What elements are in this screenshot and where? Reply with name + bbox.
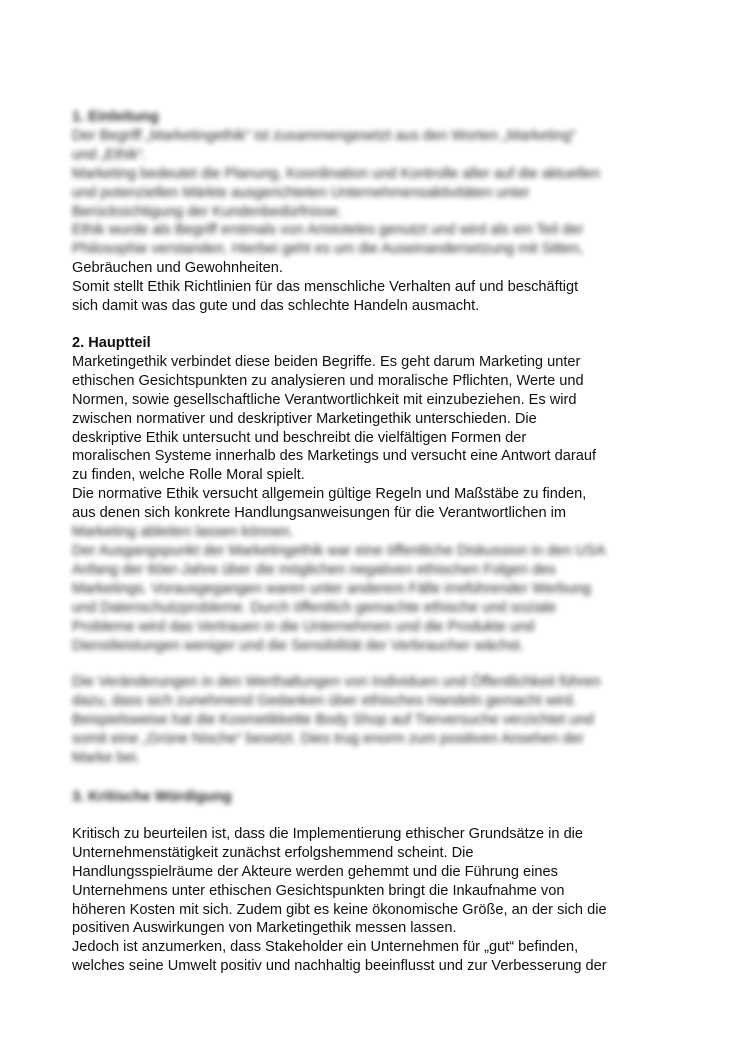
main-blurred-text-a xyxy=(72,523,692,655)
text-line: Philosophie verstanden. Hierbei geht es um die Auseinandersetzung mit Sitten, xyxy=(72,241,584,258)
text-line: Unternehmenstätigkeit zunächst erfolgshemmend scheint. Die xyxy=(72,844,474,861)
main-heading: 2. Hauptteil xyxy=(72,335,151,351)
text-line: ethischen Gesichtspunkten zu analysieren und moralische Pflichten, Werte und xyxy=(72,372,584,389)
main-visible-text xyxy=(72,353,692,523)
text-line: Marke bei. xyxy=(72,750,141,767)
text-line: Die Veränderungen in den Werthaltungen von Individuen und Öffentlichkeit führen xyxy=(72,674,601,691)
section-introduction xyxy=(72,108,692,316)
text-line: positiven Auswirkungen von Marketingethik messen lassen. xyxy=(72,920,457,937)
text-line: Marketings. Vorausgegangen waren unter anderem Fälle irreführender Werbung xyxy=(72,580,591,597)
critique-visible-text xyxy=(72,825,692,976)
text-line: und potenziellen Märkte ausgerichteten Unternehmensaktivitäten unter xyxy=(72,184,530,201)
text-line: Anfang der 60er-Jahre über die möglichen negativen ethischen Folgen des xyxy=(72,561,556,578)
text-line: Ethik wurde als Begriff erstmals von Aristoteles genutzt und wird als ein Teil der xyxy=(72,222,584,239)
text-line: Probleme wird das Vertrauen in die Unternehmen und die Produkte und xyxy=(72,618,535,635)
text-line: Marketing ableiten lassen können. xyxy=(72,524,294,541)
text-line: und „Ethik“. xyxy=(72,146,147,163)
text-line: sich damit was das gute und das schlechte Handeln ausmacht. xyxy=(72,298,480,315)
critique-heading: 3. Kritische Würdigung xyxy=(72,789,232,805)
text-line: Marketingethik verbindet diese beiden Begriffe. Es geht darum Marketing unter xyxy=(72,353,581,370)
text-line: Gebräuchen und Gewohnheiten. xyxy=(72,260,283,277)
text-line: Dienstleistungen weniger und die Sensibilität der Verbraucher wächst. xyxy=(72,637,524,654)
section-main xyxy=(72,334,692,768)
text-line: Marketing bedeutet die Planung, Koordination und Kontrolle aller auf die aktuellen xyxy=(72,165,601,182)
intro-blurred-text xyxy=(72,127,692,259)
text-line: Der Ausgangspunkt der Marketingethik war eine öffentliche Diskussion in den USA xyxy=(72,542,606,559)
text-line: somit eine „Grüne Nische“ besetzt. Dies trug enorm zum positiven Ansehen der xyxy=(72,731,584,748)
text-line: Normen, sowie gesellschaftliche Verantwortlichkeit mit einzubeziehen. Es wird xyxy=(72,391,577,408)
section-critique xyxy=(72,788,692,976)
text-line: moralischen Systeme innerhalb des Marketings und versucht eine Antwort darauf xyxy=(72,448,597,465)
text-line: Jedoch ist anzumerken, dass Stakeholder ein Unternehmen für „gut“ befinden, xyxy=(72,939,579,956)
main-blurred-text-b xyxy=(72,673,692,768)
text-line: Kritisch zu beurteilen ist, dass die Implementierung ethischer Grundsätze in die xyxy=(72,825,584,842)
text-line: zu finden, welche Rolle Moral spielt. xyxy=(72,467,305,484)
text-line: Beispielsweise hat die Kosmetikkette Body Shop auf Tierversuche verzichtet und xyxy=(72,712,594,729)
text-line: Handlungsspielräume der Akteure werden gehemmt und die Führung eines xyxy=(72,863,558,880)
text-line: welches seine Umwelt positiv und nachhaltig beeinflusst und zur Verbesserung der xyxy=(72,958,607,975)
text-line: zwischen normativer und deskriptiver Marketingethik unterschieden. Die xyxy=(72,410,537,427)
text-line: aus denen sich konkrete Handlungsanweisungen für die Verantwortlichen im xyxy=(72,505,567,522)
text-line: deskriptive Ethik untersucht und beschreibt die vielfältigen Formen der xyxy=(72,429,527,446)
text-line: Unternehmens unter ethischen Gesichtspunkten bringt die Inkaufnahme von xyxy=(72,882,565,899)
intro-heading: 1. Einleitung xyxy=(72,109,159,125)
text-line: Somit stellt Ethik Richtlinien für das menschliche Verhalten auf und beschäftigt xyxy=(72,279,579,296)
intro-visible-text xyxy=(72,259,692,316)
text-line: Der Begriff „Marketingethik“ ist zusammengesetzt aus den Worten „Marketing“ xyxy=(72,127,576,144)
text-line: Die normative Ethik versucht allgemein gültige Regeln und Maßstäbe zu finden, xyxy=(72,486,587,503)
text-line: und Datenschutzprobleme. Durch öffentlich gemachte ethische und soziale xyxy=(72,599,557,616)
text-line: dazu, dass sich zunehmend Gedanken über ethisches Handeln gemacht wird. xyxy=(72,693,577,710)
text-line: Berücksichtigung der Kundenbedürfnisse. xyxy=(72,203,343,220)
text-line: höheren Kosten mit sich. Zudem gibt es keine ökonomische Größe, an der sich die xyxy=(72,901,607,918)
